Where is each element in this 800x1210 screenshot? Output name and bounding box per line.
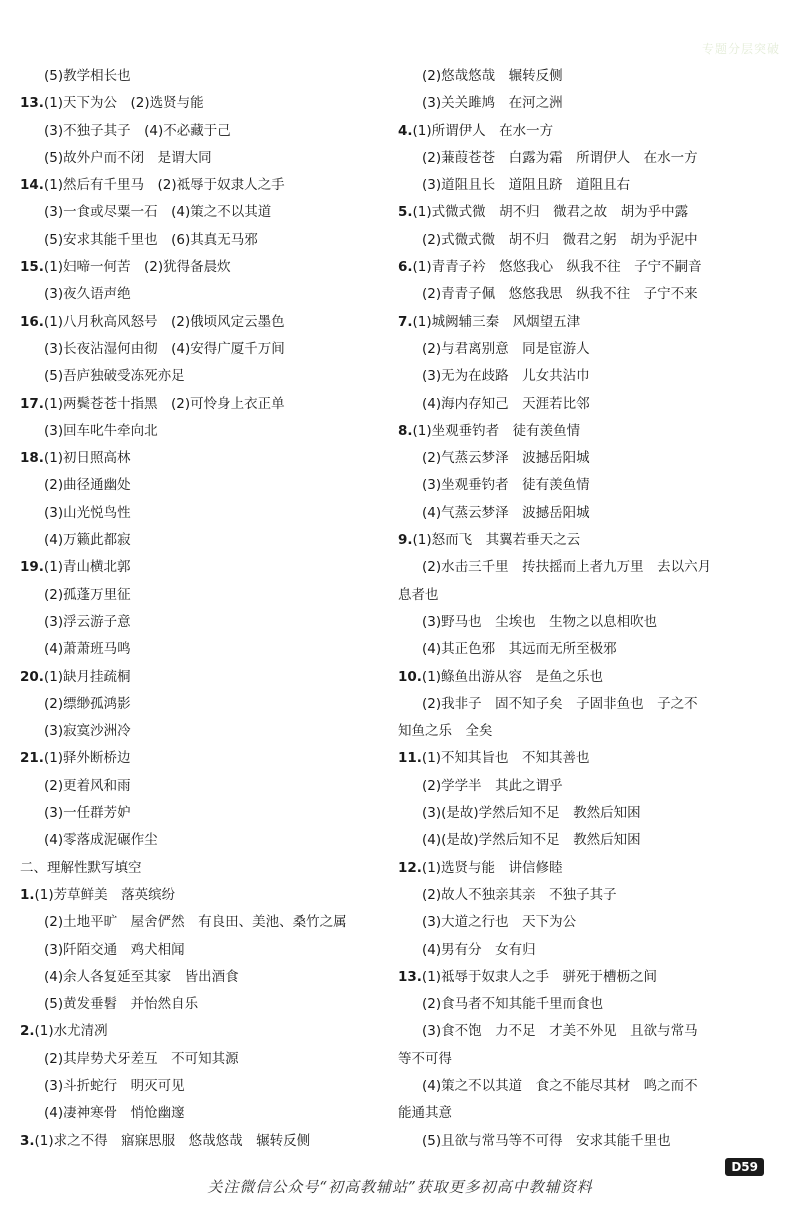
answer-line (20, 636, 390, 663)
answer-line (20, 500, 390, 527)
answer-line (20, 582, 390, 609)
answer-text: (4)(是故)学然后知不足 教然后知困 (422, 832, 641, 849)
answer-text: (3)野马也 尘埃也 生物之以息相吹也 (422, 613, 658, 630)
answer-text: (2)与君离别意 同是宦游人 (422, 340, 590, 357)
answer-line (20, 964, 390, 991)
answer-line (20, 445, 390, 472)
answer-text: (3)夜久语声绝 (44, 286, 131, 303)
answer-text: (3)浮云游子意 (44, 613, 131, 630)
header-watermark: 专题分层突破 (701, 42, 780, 56)
answer-line (398, 145, 768, 172)
answer-line (398, 90, 768, 117)
answer-text: (1)初日照高林 (43, 450, 131, 467)
answer-text: (5)且欲与常马等不可得 安求其能千里也 (422, 1132, 671, 1149)
answer-line (398, 391, 768, 418)
answer-line (20, 609, 390, 636)
answer-line (398, 882, 768, 909)
answer-text: (2)式微式微 胡不归 微君之躬 胡为乎泥中 (422, 231, 698, 248)
answer-line (398, 909, 768, 936)
answer-text: (1)驿外断桥边 (43, 750, 131, 767)
answer-text: (2)气蒸云梦泽 波撼岳阳城 (422, 450, 590, 467)
answer-line (20, 309, 390, 336)
answer-line (398, 773, 768, 800)
answer-text: (1)怒而飞 其翼若垂天之云 (412, 532, 581, 549)
question-number: 6. (398, 259, 413, 276)
answer-text: (4)零落成泥碾作尘 (44, 832, 158, 849)
question-number: 15. (20, 259, 44, 276)
answer-line (398, 500, 768, 527)
answer-line (20, 336, 390, 363)
answer-text: (3)(是故)学然后知不足 教然后知困 (422, 805, 641, 822)
section-heading (20, 855, 390, 882)
answer-text: (5)黄发垂髫 并怡然自乐 (44, 996, 199, 1013)
question-number: 4. (398, 122, 413, 139)
answer-text: (1)青青子衿 悠悠我心 纵我不往 子宁不嗣音 (412, 259, 702, 276)
answer-text: (3)回车叱牛牵向北 (44, 422, 158, 439)
answer-text: (1)选贤与能 讲信修睦 (421, 859, 563, 876)
answer-line (398, 964, 768, 991)
answer-line (398, 418, 768, 445)
answer-text: (1)缺月挂疏桐 (43, 668, 131, 685)
answer-line (20, 227, 390, 254)
answer-text: (4)气蒸云梦泽 波撼岳阳城 (422, 504, 590, 521)
answer-text: (1)然后有千里马 (2)祗辱于奴隶人之手 (43, 177, 285, 194)
answer-column-right (398, 63, 768, 1155)
answer-text: (5)故外户而不闭 是谓大同 (44, 149, 212, 166)
answer-line (398, 691, 768, 718)
answer-text: (4)海内存知己 天涯若比邻 (422, 395, 590, 412)
answer-text: (3)斗折蛇行 明灭可见 (44, 1077, 185, 1094)
answer-text: (2)故人不独亲其亲 不独子其子 (422, 886, 617, 903)
answer-line (20, 827, 390, 854)
question-number: 1. (20, 886, 35, 903)
answer-line (20, 745, 390, 772)
answer-line (398, 1128, 768, 1155)
answer-line (398, 991, 768, 1018)
answer-line (20, 145, 390, 172)
question-number: 13. (20, 95, 44, 112)
answer-line (20, 1073, 390, 1100)
answer-line (20, 718, 390, 745)
answer-line (398, 1046, 768, 1073)
answer-text: (1)式微式微 胡不归 微君之故 胡为乎中露 (412, 204, 689, 221)
page-number: D59 (725, 1158, 764, 1176)
question-number: 14. (20, 177, 44, 194)
answer-text: (3)一任群芳妒 (44, 805, 131, 822)
answer-line (20, 90, 390, 117)
answer-line (398, 609, 768, 636)
answer-text: (1)所谓伊人 在水一方 (412, 122, 554, 139)
answer-text: (1)天下为公 (2)选贤与能 (43, 95, 204, 112)
question-number: 20. (20, 668, 44, 685)
answer-line (20, 882, 390, 909)
answer-text: (3)坐观垂钓者 徒有羡鱼情 (422, 477, 590, 494)
answer-text: 二、理解性默写填空 (20, 859, 142, 876)
answer-line (398, 199, 768, 226)
answer-text: (4)策之不以其道 食之不能尽其材 鸣之而不 (422, 1077, 698, 1094)
question-number: 10. (398, 668, 422, 685)
answer-line (398, 718, 768, 745)
answer-text: (1)不知其旨也 不知其善也 (421, 750, 590, 767)
answer-line (398, 281, 768, 308)
answer-text: (2)青青子佩 悠悠我思 纵我不往 子宁不来 (422, 286, 698, 303)
answer-text: (2)食马者不知其能千里而食也 (422, 996, 604, 1013)
answer-line (20, 172, 390, 199)
answer-text: 能通其意 (398, 1105, 452, 1122)
answer-line (20, 527, 390, 554)
answer-line (20, 909, 390, 936)
answer-text: (3)关关雎鸠 在河之洲 (422, 95, 563, 112)
answer-line (20, 664, 390, 691)
answer-line (20, 418, 390, 445)
answer-line (398, 472, 768, 499)
answer-line (20, 391, 390, 418)
question-number: 8. (398, 422, 413, 439)
answer-text: (1)祗辱于奴隶人之手 骈死于槽枥之间 (421, 968, 658, 985)
answer-line (20, 281, 390, 308)
answer-line (398, 63, 768, 90)
answer-text: (2)水击三千里 抟扶摇而上者九万里 去以六月 (422, 559, 712, 576)
answer-text: (3)不独子其子 (4)不必藏于己 (44, 122, 231, 139)
answer-line (20, 773, 390, 800)
answer-line (398, 118, 768, 145)
question-number: 16. (20, 313, 44, 330)
answer-line (20, 1128, 390, 1155)
answer-text: (2)悠哉悠哉 辗转反侧 (422, 68, 563, 84)
answer-text: (3)道阻且长 道阻且跻 道阻且右 (422, 177, 631, 194)
question-number: 5. (398, 204, 413, 221)
answer-line (398, 309, 768, 336)
answer-text: (2)孤蓬万里征 (44, 586, 131, 603)
footer-notice: 关注微信公众号“初高教辅站”获取更多初高中教辅资料 (207, 1178, 593, 1196)
answer-text: 等不可得 (398, 1050, 452, 1067)
question-number: 2. (20, 1023, 35, 1040)
answer-text: (1)两鬓苍苍十指黑 (2)可怜身上衣正单 (43, 395, 285, 412)
answer-line (20, 1100, 390, 1127)
answer-line (398, 445, 768, 472)
answer-line (398, 1018, 768, 1045)
answer-text: (3)大道之行也 天下为公 (422, 914, 577, 931)
answer-line (398, 172, 768, 199)
answer-text: (3)无为在歧路 儿女共沾巾 (422, 368, 590, 385)
question-number: 19. (20, 559, 44, 576)
answer-text: (3)一食或尽粟一石 (4)策之不以其道 (44, 204, 272, 221)
answer-text: (2)蒹葭苍苍 白露为霜 所谓伊人 在水一方 (422, 149, 698, 166)
question-number: 13. (398, 968, 422, 985)
answer-line (398, 582, 768, 609)
answer-line (20, 363, 390, 390)
answer-text: (1)水尤清冽 (34, 1023, 108, 1040)
answer-line (398, 336, 768, 363)
answer-line (398, 636, 768, 663)
answer-text: (2)我非子 固不知子矣 子固非鱼也 子之不 (422, 695, 698, 712)
answer-line (20, 1018, 390, 1045)
question-number: 21. (20, 750, 44, 767)
answer-text: (1)八月秋高风怒号 (2)俄顷风定云墨色 (43, 313, 285, 330)
answer-text: (1)城阙辅三秦 风烟望五津 (412, 313, 581, 330)
answer-line (398, 855, 768, 882)
answer-line (398, 937, 768, 964)
answer-line (20, 991, 390, 1018)
answer-text: (2)缥缈孤鸿影 (44, 695, 131, 712)
answer-text: (1)妇啼一何苦 (2)犹得备晨炊 (43, 259, 231, 276)
question-number: 9. (398, 532, 413, 549)
answer-text: (1)求之不得 寤寐思服 悠哉悠哉 辗转反侧 (34, 1132, 311, 1149)
question-number: 3. (20, 1132, 35, 1149)
answer-text: (5)吾庐独破受冻死亦足 (44, 368, 185, 385)
answer-text: (2)更着风和雨 (44, 777, 131, 794)
answer-text: (3)寂寞沙洲冷 (44, 723, 131, 740)
answer-line (20, 800, 390, 827)
answer-text: (1)芳草鲜美 落英缤纷 (34, 886, 176, 903)
answer-text: (5)教学相长也 (44, 68, 131, 84)
answer-column-left (20, 63, 390, 1155)
answer-text: (1)鲦鱼出游从容 是鱼之乐也 (421, 668, 604, 685)
answer-text: (2)其岸势犬牙差互 不可知其源 (44, 1050, 239, 1067)
answer-line (20, 472, 390, 499)
question-number: 18. (20, 450, 44, 467)
answer-line (398, 527, 768, 554)
answer-line (20, 118, 390, 145)
answer-line (398, 1100, 768, 1127)
answer-text: (3)长夜沾湿何由彻 (4)安得广厦千万间 (44, 340, 285, 357)
answer-text: 知鱼之乐 全矣 (398, 723, 493, 740)
answer-text: (1)青山横北郭 (43, 559, 131, 576)
answer-line (398, 664, 768, 691)
answer-text: (2)学学半 其此之谓乎 (422, 777, 563, 794)
answer-line (398, 227, 768, 254)
answer-line (20, 63, 390, 90)
answer-text: (3)山光悦鸟性 (44, 504, 131, 521)
answer-text: (2)曲径通幽处 (44, 477, 131, 494)
answer-text: (1)坐观垂钓者 徒有羡鱼情 (412, 422, 581, 439)
answer-line (398, 800, 768, 827)
answer-text: (3)阡陌交通 鸡犬相闻 (44, 941, 185, 958)
answer-line (20, 199, 390, 226)
question-number: 11. (398, 750, 422, 767)
answer-line (20, 254, 390, 281)
question-number: 17. (20, 395, 44, 412)
question-number: 12. (398, 859, 422, 876)
answer-line (398, 554, 768, 581)
answer-line (20, 554, 390, 581)
answer-text: (4)其正色邪 其远而无所至极邪 (422, 641, 617, 658)
answer-line (398, 1073, 768, 1100)
answer-text: (4)余人各复延至其家 皆出酒食 (44, 968, 239, 985)
answer-text: (5)安求其能千里也 (6)其真无马邪 (44, 231, 258, 248)
answer-text: (3)食不饱 力不足 才美不外见 且欲与常马 (422, 1023, 698, 1040)
answer-line (398, 363, 768, 390)
answer-text: (4)凄神寒骨 悄怆幽邃 (44, 1105, 185, 1122)
answer-line (20, 1046, 390, 1073)
answer-line (398, 827, 768, 854)
answer-line (20, 937, 390, 964)
answer-line (398, 254, 768, 281)
answer-text: (2)土地平旷 屋舍俨然 有良田、美池、桑竹之属 (44, 914, 347, 931)
answer-line (398, 745, 768, 772)
answer-text: (4)男有分 女有归 (422, 941, 536, 958)
answer-line (20, 691, 390, 718)
answer-text: (4)萧萧班马鸣 (44, 641, 131, 658)
question-number: 7. (398, 313, 413, 330)
answer-text: (4)万籁此都寂 (44, 532, 131, 549)
answer-text: 息者也 (398, 586, 439, 603)
